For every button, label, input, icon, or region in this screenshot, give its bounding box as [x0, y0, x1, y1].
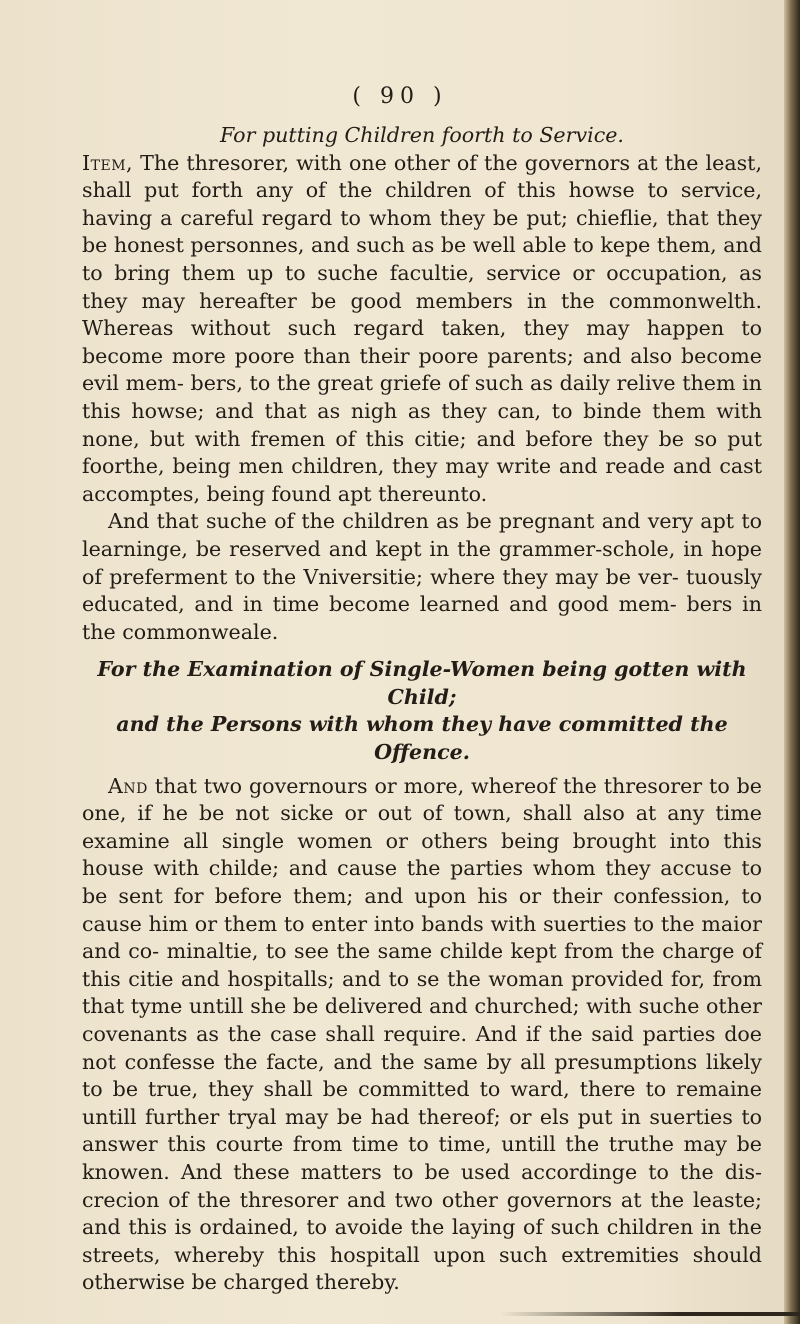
page-number: ( 90 ): [352, 84, 448, 109]
section-heading-service: For putting Children foorth to Service.: [220, 123, 624, 147]
paragraph-lead-and: And: [108, 773, 148, 798]
page-edge-shadow: [784, 0, 800, 1324]
section-heading-line2: and the Persons with whom they have committed the Offence.: [116, 712, 728, 765]
paragraph-body-service: The thresorer, with one other of the governors at the least, shall put forth any of the children of this howse to service, having a careful regard to whom they be put; chieflie, that they be honest personnes, and such as be well able to kepe them, and to bring them up to suche facultie, service or occupation, as they may hereafter be good members in the commonwelth. Whereas without such regard taken, they may happen to become more poore than their poore parents; and also become evil mem- bers, to the great griefe of such as daily relive them in this howse; and that as nigh as they can, to binde them with none, but with fremen of this citie; and before they be so put foorthe, being men children, they may write and reade and cast accomptes, being found apt thereunto.: [82, 150, 762, 506]
page-text: [82, 84, 762, 1297]
section-heading-examination: [82, 656, 762, 766]
section-heading-line1: For the Examination of Single-Women being gotten with Child;: [97, 657, 747, 709]
paragraph-examination: [82, 773, 762, 1297]
paragraph-grammer-schole: And that suche of the children as be pregnant and very apt to learninge, be reserved and kept in the grammer-schole, in hope of preferment to the Vniversitie; where they may be ver- tuously educated, and in time become learned and good mem- bers in the commonweale.: [82, 509, 762, 644]
page-bottom-shadow: [500, 1312, 800, 1316]
paragraph-service: [82, 150, 762, 509]
paragraph-body-examination: that two governours or more, whereof the thresorer to be one, if he be not sicke or out of town, shall also at any time examine all single women or others being brought into this house with childe; and cause the parties whom they accuse to be sent for before them; and upon his or their confession, to cause him or them to enter into bands with suerties to the maior and co- minaltie, to see the same childe kept from the charge of this citie and hospitalls; and to se the woman provided for, from that tyme untill she be delivered and churched; with suche other covenants as the case shall require. And if the said parties doe not confesse the facte, and the same by all presumptions likely to be true, they shall be committed to ward, there to remaine untill further tryal may be had thereof; or els put in suerties to answer this courte from time to time, untill the truthe may be knowen. And these matters to be used accordinge to the dis- crecion of the thresorer and two other governors at the leaste; and this is ordained, to avoide the laying of such children in the streets, whereby this hospitall upon such extremities should otherwise be charged thereby.: [82, 773, 762, 1295]
paragraph-lead-item: Item,: [82, 150, 134, 175]
